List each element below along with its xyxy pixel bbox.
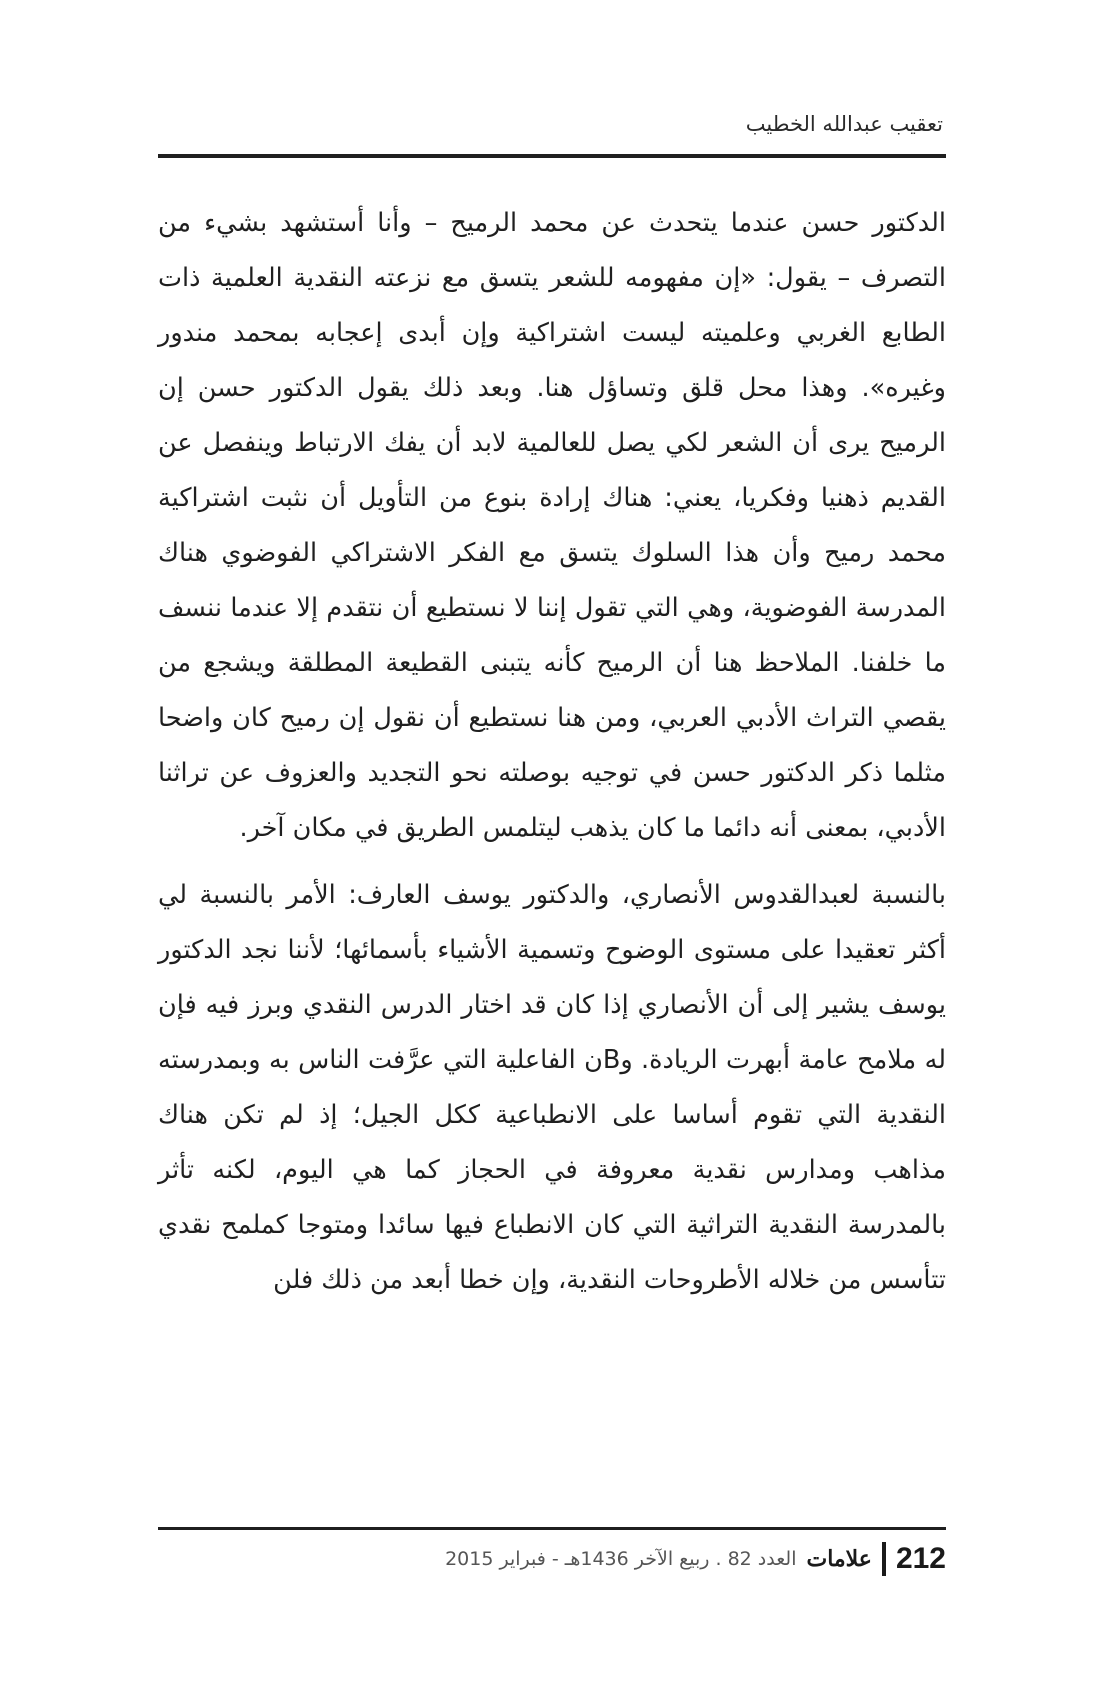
body-paragraph-2: بالنسبة لعبدالقدوس الأنصاري، والدكتور يوسف العارف: الأمر بالنسبة لي أكثر تعقيدا على مستوى الوضوح وتسمية الأشياء بأسمائها؛ لأننا نجد الدكتور يوسف يشير إلى أن الأنصاري إذا كان قد اختار الدرس النقدي وبرز فيه فإن له ملامح عامة أبهرت الريادة. وBن الفاعلية التي عرَّفت الناس به وبمدرسته النقدية التي تقوم أساسا على الانطباعية ككل الجيل؛ إذ لم تكن هناك مذاهب ومدارس نقدية معروفة في الحجاز كما هي اليوم، لكنه تأثر بالمدرسة النقدية التراثية التي كان الانطباع فيها سائدا ومتوجا كملمح نقدي تتأسس من خلاله الأطروحات النقدية، وإن خطا أبعد من ذلك فلن <box>158 880 947 1295</box>
header-divider <box>158 154 946 158</box>
page-number: 212 <box>895 1542 946 1575</box>
issue-info: العدد 82 . ربيع الآخر 1436هـ - فبراير 2015 <box>445 1548 797 1570</box>
running-header: تعقيب عبدالله الخطيب <box>745 112 943 136</box>
article-body <box>158 196 946 1308</box>
footer-separator-bar <box>882 1542 886 1576</box>
page-footer <box>158 1536 946 1582</box>
footer-divider <box>158 1527 946 1530</box>
body-paragraph-1: الدكتور حسن عندما يتحدث عن محمد الرميح – وأنا أستشهد بشيء من التصرف – يقول: «إن مفهومه للشعر يتسق مع نزعته النقدية العلمية ذات الطابع الغربي وعلميته ليست اشتراكية وإن أبدى إعجابه بمحمد مندور وغيره». وهذا محل قلق وتساؤل هنا. وبعد ذلك يقول الدكتور حسن إن الرميح يرى أن الشعر لكي يصل للعالمية لابد أن يفك الارتباط وينفصل عن القديم ذهنيا وفكريا، يعني: هناك إرادة بنوع من التأويل أن نثبت اشتراكية محمد رميح وأن هذا السلوك يتسق مع الفكر الاشتراكي الفوضوي هناك المدرسة الفوضوية، وهي التي تقول إننا لا نستطيع أن نتقدم إلا عندما ننسف ما خلفنا. الملاحظ هنا أن الرميح كأنه يتبنى القطيعة المطلقة ويشجع من يقصي التراث الأدبي العربي، ومن هنا نستطيع أن نقول إن رميح كان واضحا مثلما ذكر الدكتور حسن في توجيه بوصلته نحو التجديد والعزوف عن تراثنا الأدبي، بمعنى أنه دائما ما كان يذهب ليتلمس الطريق في مكان آخر. <box>158 208 946 843</box>
journal-logo: علامات <box>806 1546 872 1572</box>
